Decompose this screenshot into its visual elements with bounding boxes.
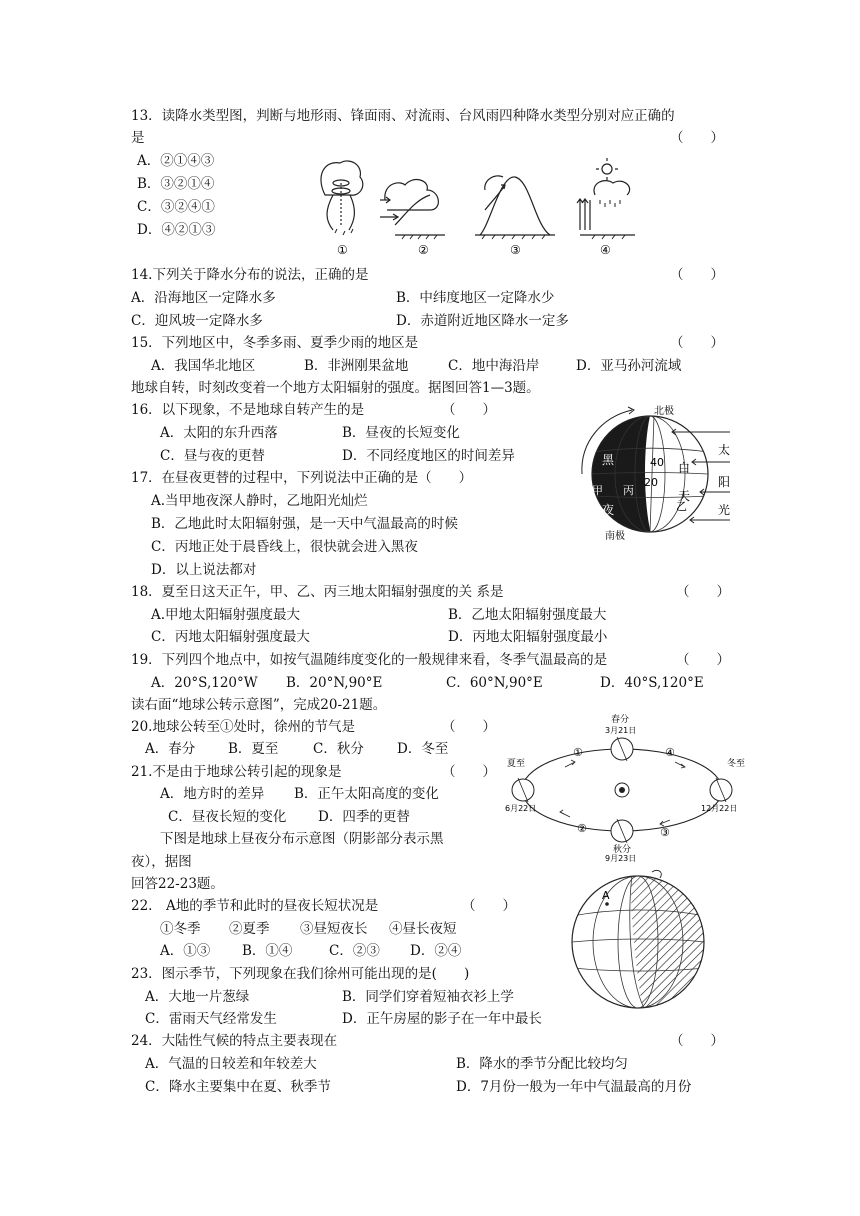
autumn-label: 秋分 bbox=[613, 845, 632, 855]
q17-option-b: B．乙地此时太阳辐射强，是一天中气温最高的时候 bbox=[151, 516, 458, 532]
earth-rotation-figure bbox=[572, 402, 734, 544]
q20-option-b: B．夏至 bbox=[228, 741, 279, 757]
q16-answer-paren: （ ） bbox=[442, 402, 496, 418]
orbit-marker-1: ① bbox=[573, 746, 583, 759]
q13-option-b: B．③②①④ bbox=[137, 176, 215, 192]
q16-option-c: C．昼与夜的更替 bbox=[160, 448, 265, 464]
q18-option-c: C．丙地太阳辐射强度最大 bbox=[151, 629, 310, 645]
q23-option-b: B．同学们穿着短袖衣衫上学 bbox=[342, 989, 514, 1005]
q22-item-1: ①冬季 bbox=[160, 921, 201, 937]
fig-label-1: ① bbox=[337, 243, 348, 257]
precipitation-types-figure bbox=[305, 155, 645, 260]
q23-option-c: C．雷雨天气经常发生 bbox=[145, 1011, 277, 1027]
night-label: 夜 bbox=[602, 503, 615, 517]
lat-20-label: 20 bbox=[644, 476, 658, 489]
intro-daynight-1: 下图是地球上昼夜分布示意图（阴影部分表示黑 bbox=[160, 831, 444, 847]
q16-stem: 16．以下现象，不是地球自转产生的是 bbox=[131, 402, 365, 418]
q13-stem: 13．读降水类型图，判断与地形雨、锋面雨、对流雨、台风雨四种降水类型分别对应正确的 bbox=[131, 108, 675, 124]
q24-option-d: D．7月份一般为一年中气温最高的月份 bbox=[456, 1079, 692, 1095]
summer-date: 6月22日 bbox=[505, 804, 537, 813]
q17-option-c: C．丙地正处于晨昏线上，很快就会进入黑夜 bbox=[151, 539, 418, 555]
q16-option-d: D．不同经度地区的时间差异 bbox=[342, 448, 515, 464]
q14-option-a: A．沿海地区一定降水多 bbox=[131, 290, 276, 306]
sun-label-1: 太 bbox=[718, 443, 731, 457]
orbit-marker-2: ② bbox=[577, 822, 587, 835]
day-night-figure bbox=[566, 866, 716, 1016]
fig-label-2: ② bbox=[418, 243, 429, 257]
q15-stem: 15．下列地区中，冬季多雨、夏季少雨的地区是 bbox=[131, 335, 419, 351]
q18-option-d: D．丙地太阳辐射强度最小 bbox=[448, 629, 608, 645]
intro-rotation: 地球自转，时刻改变着一个地方太阳辐射的强度。据图回答1—3题。 bbox=[131, 380, 540, 396]
q24-option-a: A．气温的日较差和年较差大 bbox=[145, 1056, 317, 1072]
q21-stem: 21.不是由于地球公转引起的现象是 bbox=[131, 764, 342, 780]
q22-answer-paren: （ ） bbox=[462, 898, 516, 914]
q21-option-d: D．四季的更替 bbox=[318, 809, 410, 825]
q19-stem: 19．下列四个地点中，如按气温随纬度变化的一般规律来看，冬季气温最高的是 bbox=[131, 652, 608, 668]
q21-answer-paren: （ ） bbox=[442, 764, 496, 780]
sun-label-2: 阳 bbox=[718, 475, 731, 489]
spring-date: 3月21日 bbox=[605, 726, 637, 735]
q15-option-d: D．亚马孙河流域 bbox=[576, 358, 682, 374]
sun-label-3: 光 bbox=[718, 503, 731, 517]
fig-label-4: ④ bbox=[600, 243, 611, 257]
q16-option-b: B．昼夜的长短变化 bbox=[342, 425, 460, 441]
north-pole-label: 北极 bbox=[654, 406, 674, 417]
q20-option-a: A．春分 bbox=[145, 741, 196, 757]
q15-option-c: C．地中海沿岸 bbox=[448, 358, 540, 374]
bai-label: 白 bbox=[678, 461, 691, 475]
q17-stem: 17．在昼夜更替的过程中，下列说法中正确的是（ ） bbox=[131, 470, 473, 486]
q14-stem: 14.下列关于降水分布的说法，正确的是 bbox=[131, 267, 369, 283]
q15-option-a: A．我国华北地区 bbox=[151, 358, 256, 374]
q18-option-b: B．乙地太阳辐射强度最大 bbox=[448, 607, 607, 623]
intro-orbit: 读右面“地球公转示意图”，完成20-21题。 bbox=[131, 697, 387, 713]
q20-option-d: D．冬至 bbox=[397, 741, 449, 757]
q23-stem: 23．图示季节，下列现象在我们徐州可能出现的是( ) bbox=[131, 966, 470, 982]
q23-option-a: A．大地一片葱绿 bbox=[145, 989, 250, 1005]
q22-item-4: ④昼长夜短 bbox=[389, 921, 457, 937]
dark-label: 黑 bbox=[602, 453, 615, 467]
jia-label: 甲 bbox=[592, 484, 603, 497]
q23-option-d: D．正午房屋的影子在一年中最长 bbox=[342, 1011, 542, 1027]
q13-option-c: C．③②④① bbox=[137, 199, 215, 215]
a-point-label: A bbox=[602, 889, 610, 902]
q20-option-c: C．秋分 bbox=[313, 741, 364, 757]
q17-option-d: D．以上说法都对 bbox=[151, 562, 257, 578]
q19-option-d: D．40°S,120°E bbox=[600, 675, 704, 691]
intro-daynight-3: 回答22-23题。 bbox=[131, 876, 224, 892]
lat-40-label: 40 bbox=[650, 456, 664, 469]
q19-option-a: A．20°S,120°W bbox=[151, 675, 258, 691]
q24-stem: 24．大陆性气候的特点主要表现在 bbox=[131, 1033, 338, 1049]
q16-option-a: A．太阳的东升西落 bbox=[160, 425, 278, 441]
q13-answer-paren: （ ） bbox=[670, 130, 724, 146]
earth-revolution-figure bbox=[505, 712, 745, 862]
winter-label: 冬至 bbox=[727, 759, 745, 769]
q18-option-a: A.甲地太阳辐射强度最大 bbox=[151, 607, 301, 623]
q24-option-b: B．降水的季节分配比较均匀 bbox=[456, 1056, 628, 1072]
south-pole-label: 南极 bbox=[605, 531, 625, 542]
q21-option-a: A．地方时的差异 bbox=[160, 786, 265, 802]
q13-stem-cont: 是 bbox=[131, 130, 145, 146]
q22-option-d: D．②④ bbox=[410, 943, 462, 959]
yi-label: 乙 bbox=[676, 500, 687, 513]
q20-answer-paren: （ ） bbox=[442, 719, 496, 735]
q20-stem: 20.地球公转至①处时，徐州的节气是 bbox=[131, 719, 355, 735]
tian-label: 天 bbox=[678, 489, 691, 503]
q19-option-b: B．20°N,90°E bbox=[286, 675, 383, 691]
q14-option-d: D．赤道附近地区降水一定多 bbox=[396, 313, 569, 329]
intro-daynight-2: 夜），据图 bbox=[131, 854, 192, 870]
q14-option-c: C．迎风坡一定降水多 bbox=[131, 313, 263, 329]
q15-answer-paren: （ ） bbox=[670, 335, 724, 351]
q17-option-a: A.当甲地夜深人静时，乙地阳光灿烂 bbox=[151, 493, 368, 509]
q18-stem: 18．夏至日这天正午，甲、乙、丙三地太阳辐射强度的关 系是 bbox=[131, 584, 504, 600]
q18-answer-paren: （ ） bbox=[676, 584, 730, 600]
q22-stem: 22. A地的季节和此时的昼夜长短状况是 bbox=[131, 898, 379, 914]
q22-item-2: ②夏季 bbox=[229, 921, 270, 937]
q21-option-b: B．正午太阳高度的变化 bbox=[294, 786, 439, 802]
q22-option-b: B．①④ bbox=[242, 943, 293, 959]
fig-label-3: ③ bbox=[510, 243, 521, 257]
q13-option-d: D．④②①③ bbox=[137, 222, 216, 238]
q15-option-b: B．非洲刚果盆地 bbox=[304, 358, 409, 374]
orbit-marker-3: ③ bbox=[660, 826, 670, 839]
q22-option-c: C．②③ bbox=[329, 943, 380, 959]
q24-option-c: C．降水主要集中在夏、秋季节 bbox=[145, 1079, 331, 1095]
winter-date: 12月22日 bbox=[701, 804, 738, 813]
q13-option-a: A．②①④③ bbox=[137, 153, 215, 169]
q19-option-c: C．60°N,90°E bbox=[446, 675, 543, 691]
spring-label: 春分 bbox=[611, 715, 630, 725]
autumn-date: 9月23日 bbox=[605, 854, 637, 862]
orbit-marker-4: ④ bbox=[665, 746, 675, 759]
q14-option-b: B．中纬度地区一定降水少 bbox=[396, 290, 555, 306]
q19-answer-paren: （ ） bbox=[676, 652, 730, 668]
q24-answer-paren: （ ） bbox=[670, 1033, 724, 1049]
q21-option-c: C．昼夜长短的变化 bbox=[168, 809, 287, 825]
q22-item-3: ③昼短夜长 bbox=[300, 921, 368, 937]
summer-label: 夏至 bbox=[507, 759, 526, 769]
q14-answer-paren: （ ） bbox=[670, 267, 724, 283]
q22-option-a: A．①③ bbox=[160, 943, 211, 959]
bing-label: 丙 bbox=[623, 484, 634, 497]
